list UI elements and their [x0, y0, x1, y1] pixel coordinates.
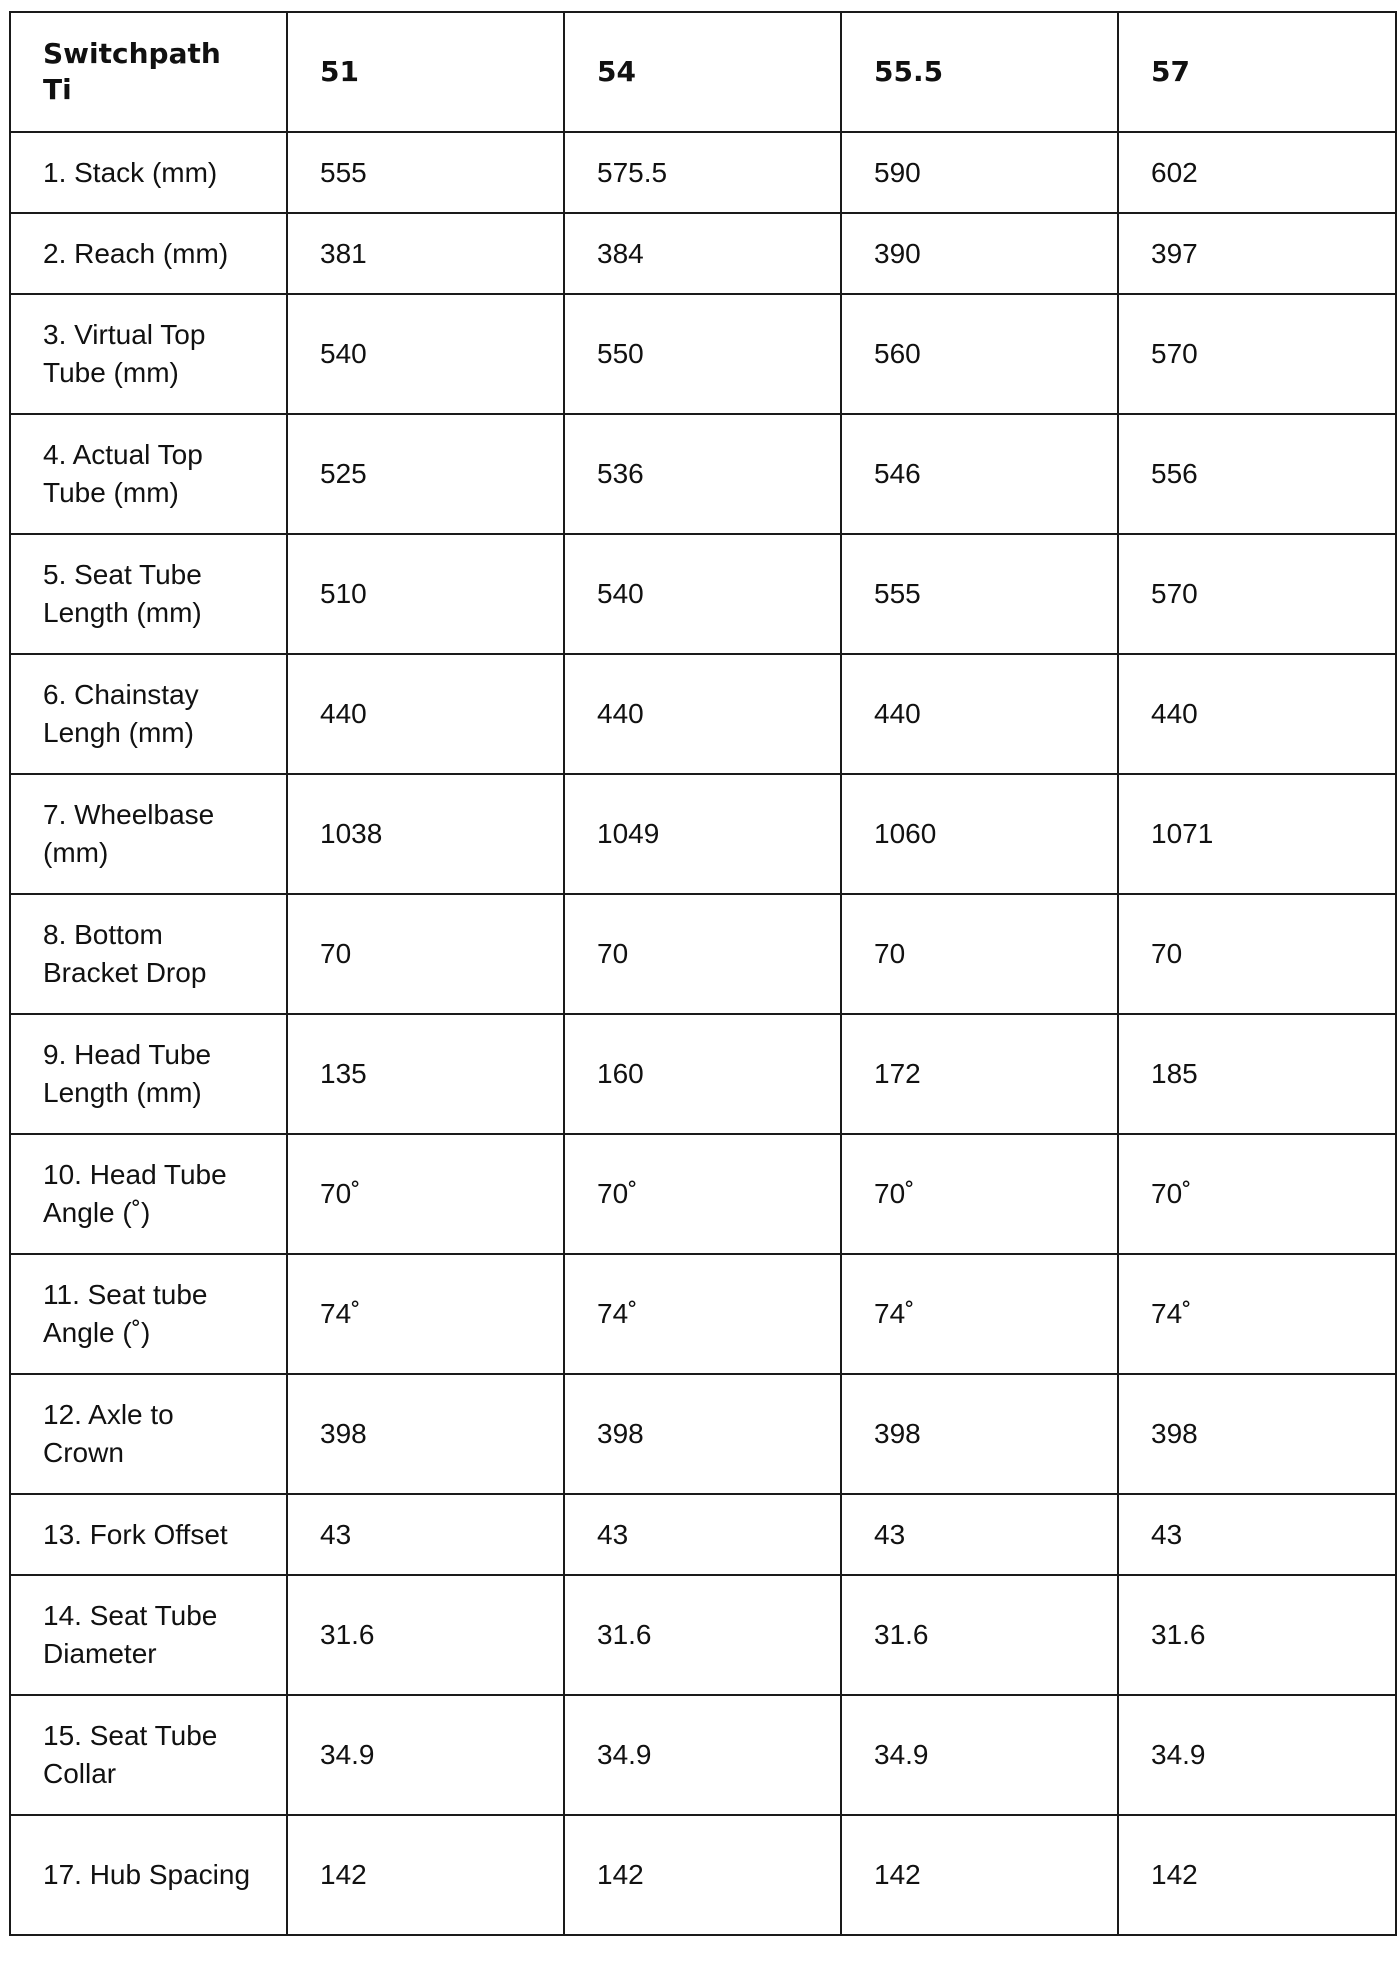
table-cell: 142 — [841, 1815, 1118, 1935]
table-cell: 525 — [287, 414, 564, 534]
table-cell: 185 — [1118, 1014, 1396, 1134]
table-cell: 540 — [287, 294, 564, 414]
table-cell: 550 — [564, 294, 841, 414]
row-label: 13. Fork Offset — [10, 1494, 287, 1575]
table-cell: 560 — [841, 294, 1118, 414]
table-cell: 1038 — [287, 774, 564, 894]
row-label: 6. Chainstay Lengh (mm) — [10, 654, 287, 774]
table-cell: 160 — [564, 1014, 841, 1134]
table-cell: 142 — [287, 1815, 564, 1935]
table-cell: 590 — [841, 132, 1118, 213]
table-row — [10, 1014, 1396, 1134]
table-row — [10, 654, 1396, 774]
table-cell: 540 — [564, 534, 841, 654]
table-row — [10, 534, 1396, 654]
table-cell: 440 — [287, 654, 564, 774]
table-cell: 74˚ — [1118, 1254, 1396, 1374]
table-cell: 398 — [287, 1374, 564, 1494]
geometry-table — [9, 11, 1397, 1936]
row-label: 14. Seat Tube Diameter — [10, 1575, 287, 1695]
table-cell: 135 — [287, 1014, 564, 1134]
table-cell: 440 — [1118, 654, 1396, 774]
header-model: Switchpath Ti — [10, 12, 287, 132]
row-label: 8. Bottom Bracket Drop — [10, 894, 287, 1014]
table-cell: 602 — [1118, 132, 1396, 213]
table-cell: 398 — [564, 1374, 841, 1494]
table-cell: 43 — [287, 1494, 564, 1575]
table-row — [10, 1494, 1396, 1575]
table-cell: 74˚ — [287, 1254, 564, 1374]
table-cell: 43 — [564, 1494, 841, 1575]
table-cell: 70 — [841, 894, 1118, 1014]
header-row — [10, 12, 1396, 132]
table-cell: 398 — [841, 1374, 1118, 1494]
table-row — [10, 1254, 1396, 1374]
table-row — [10, 1134, 1396, 1254]
table-row — [10, 213, 1396, 294]
table-row — [10, 1815, 1396, 1935]
table-cell: 390 — [841, 213, 1118, 294]
table-row — [10, 132, 1396, 213]
row-label: 12. Axle to Crown — [10, 1374, 287, 1494]
row-label: 4. Actual Top Tube (mm) — [10, 414, 287, 534]
table-row — [10, 414, 1396, 534]
table-cell: 70 — [1118, 894, 1396, 1014]
table-cell: 1049 — [564, 774, 841, 894]
table-cell: 34.9 — [564, 1695, 841, 1815]
table-cell: 570 — [1118, 534, 1396, 654]
table-cell: 70˚ — [287, 1134, 564, 1254]
row-label: 10. Head Tube Angle (˚) — [10, 1134, 287, 1254]
table-cell: 70 — [564, 894, 841, 1014]
header-size: 54 — [564, 12, 841, 132]
table-cell: 31.6 — [841, 1575, 1118, 1695]
table-cell: 555 — [841, 534, 1118, 654]
table-cell: 1071 — [1118, 774, 1396, 894]
table-cell: 1060 — [841, 774, 1118, 894]
table-cell: 70˚ — [564, 1134, 841, 1254]
table-row — [10, 894, 1396, 1014]
table-cell: 43 — [1118, 1494, 1396, 1575]
table-cell: 398 — [1118, 1374, 1396, 1494]
table-row — [10, 1374, 1396, 1494]
row-label: 2. Reach (mm) — [10, 213, 287, 294]
row-label: 3. Virtual Top Tube (mm) — [10, 294, 287, 414]
table-cell: 555 — [287, 132, 564, 213]
row-label: 1. Stack (mm) — [10, 132, 287, 213]
table-row — [10, 294, 1396, 414]
table-cell: 70˚ — [841, 1134, 1118, 1254]
row-label: 17. Hub Spacing — [10, 1815, 287, 1935]
table-cell: 384 — [564, 213, 841, 294]
table-cell: 74˚ — [564, 1254, 841, 1374]
table-row — [10, 1695, 1396, 1815]
table-cell: 556 — [1118, 414, 1396, 534]
table-cell: 74˚ — [841, 1254, 1118, 1374]
row-label: 9. Head Tube Length (mm) — [10, 1014, 287, 1134]
header-size: 57 — [1118, 12, 1396, 132]
header-size: 51 — [287, 12, 564, 132]
table-cell: 142 — [564, 1815, 841, 1935]
table-cell: 34.9 — [287, 1695, 564, 1815]
table-cell: 397 — [1118, 213, 1396, 294]
table-cell: 536 — [564, 414, 841, 534]
table-cell: 70 — [287, 894, 564, 1014]
table-cell: 43 — [841, 1494, 1118, 1575]
row-label: 11. Seat tube Angle (˚) — [10, 1254, 287, 1374]
table-cell: 570 — [1118, 294, 1396, 414]
table-cell: 31.6 — [1118, 1575, 1396, 1695]
table-cell: 34.9 — [1118, 1695, 1396, 1815]
row-label: 5. Seat Tube Length (mm) — [10, 534, 287, 654]
table-row — [10, 1575, 1396, 1695]
table-cell: 510 — [287, 534, 564, 654]
table-cell: 31.6 — [287, 1575, 564, 1695]
table-cell: 70˚ — [1118, 1134, 1396, 1254]
table-cell: 575.5 — [564, 132, 841, 213]
header-size: 55.5 — [841, 12, 1118, 132]
table-cell: 440 — [841, 654, 1118, 774]
table-cell: 142 — [1118, 1815, 1396, 1935]
table-cell: 172 — [841, 1014, 1118, 1134]
row-label: 15. Seat Tube Collar — [10, 1695, 287, 1815]
row-label: 7. Wheelbase (mm) — [10, 774, 287, 894]
table-cell: 440 — [564, 654, 841, 774]
table-cell: 34.9 — [841, 1695, 1118, 1815]
table-cell: 31.6 — [564, 1575, 841, 1695]
table-row — [10, 774, 1396, 894]
table-cell: 546 — [841, 414, 1118, 534]
table-cell: 381 — [287, 213, 564, 294]
